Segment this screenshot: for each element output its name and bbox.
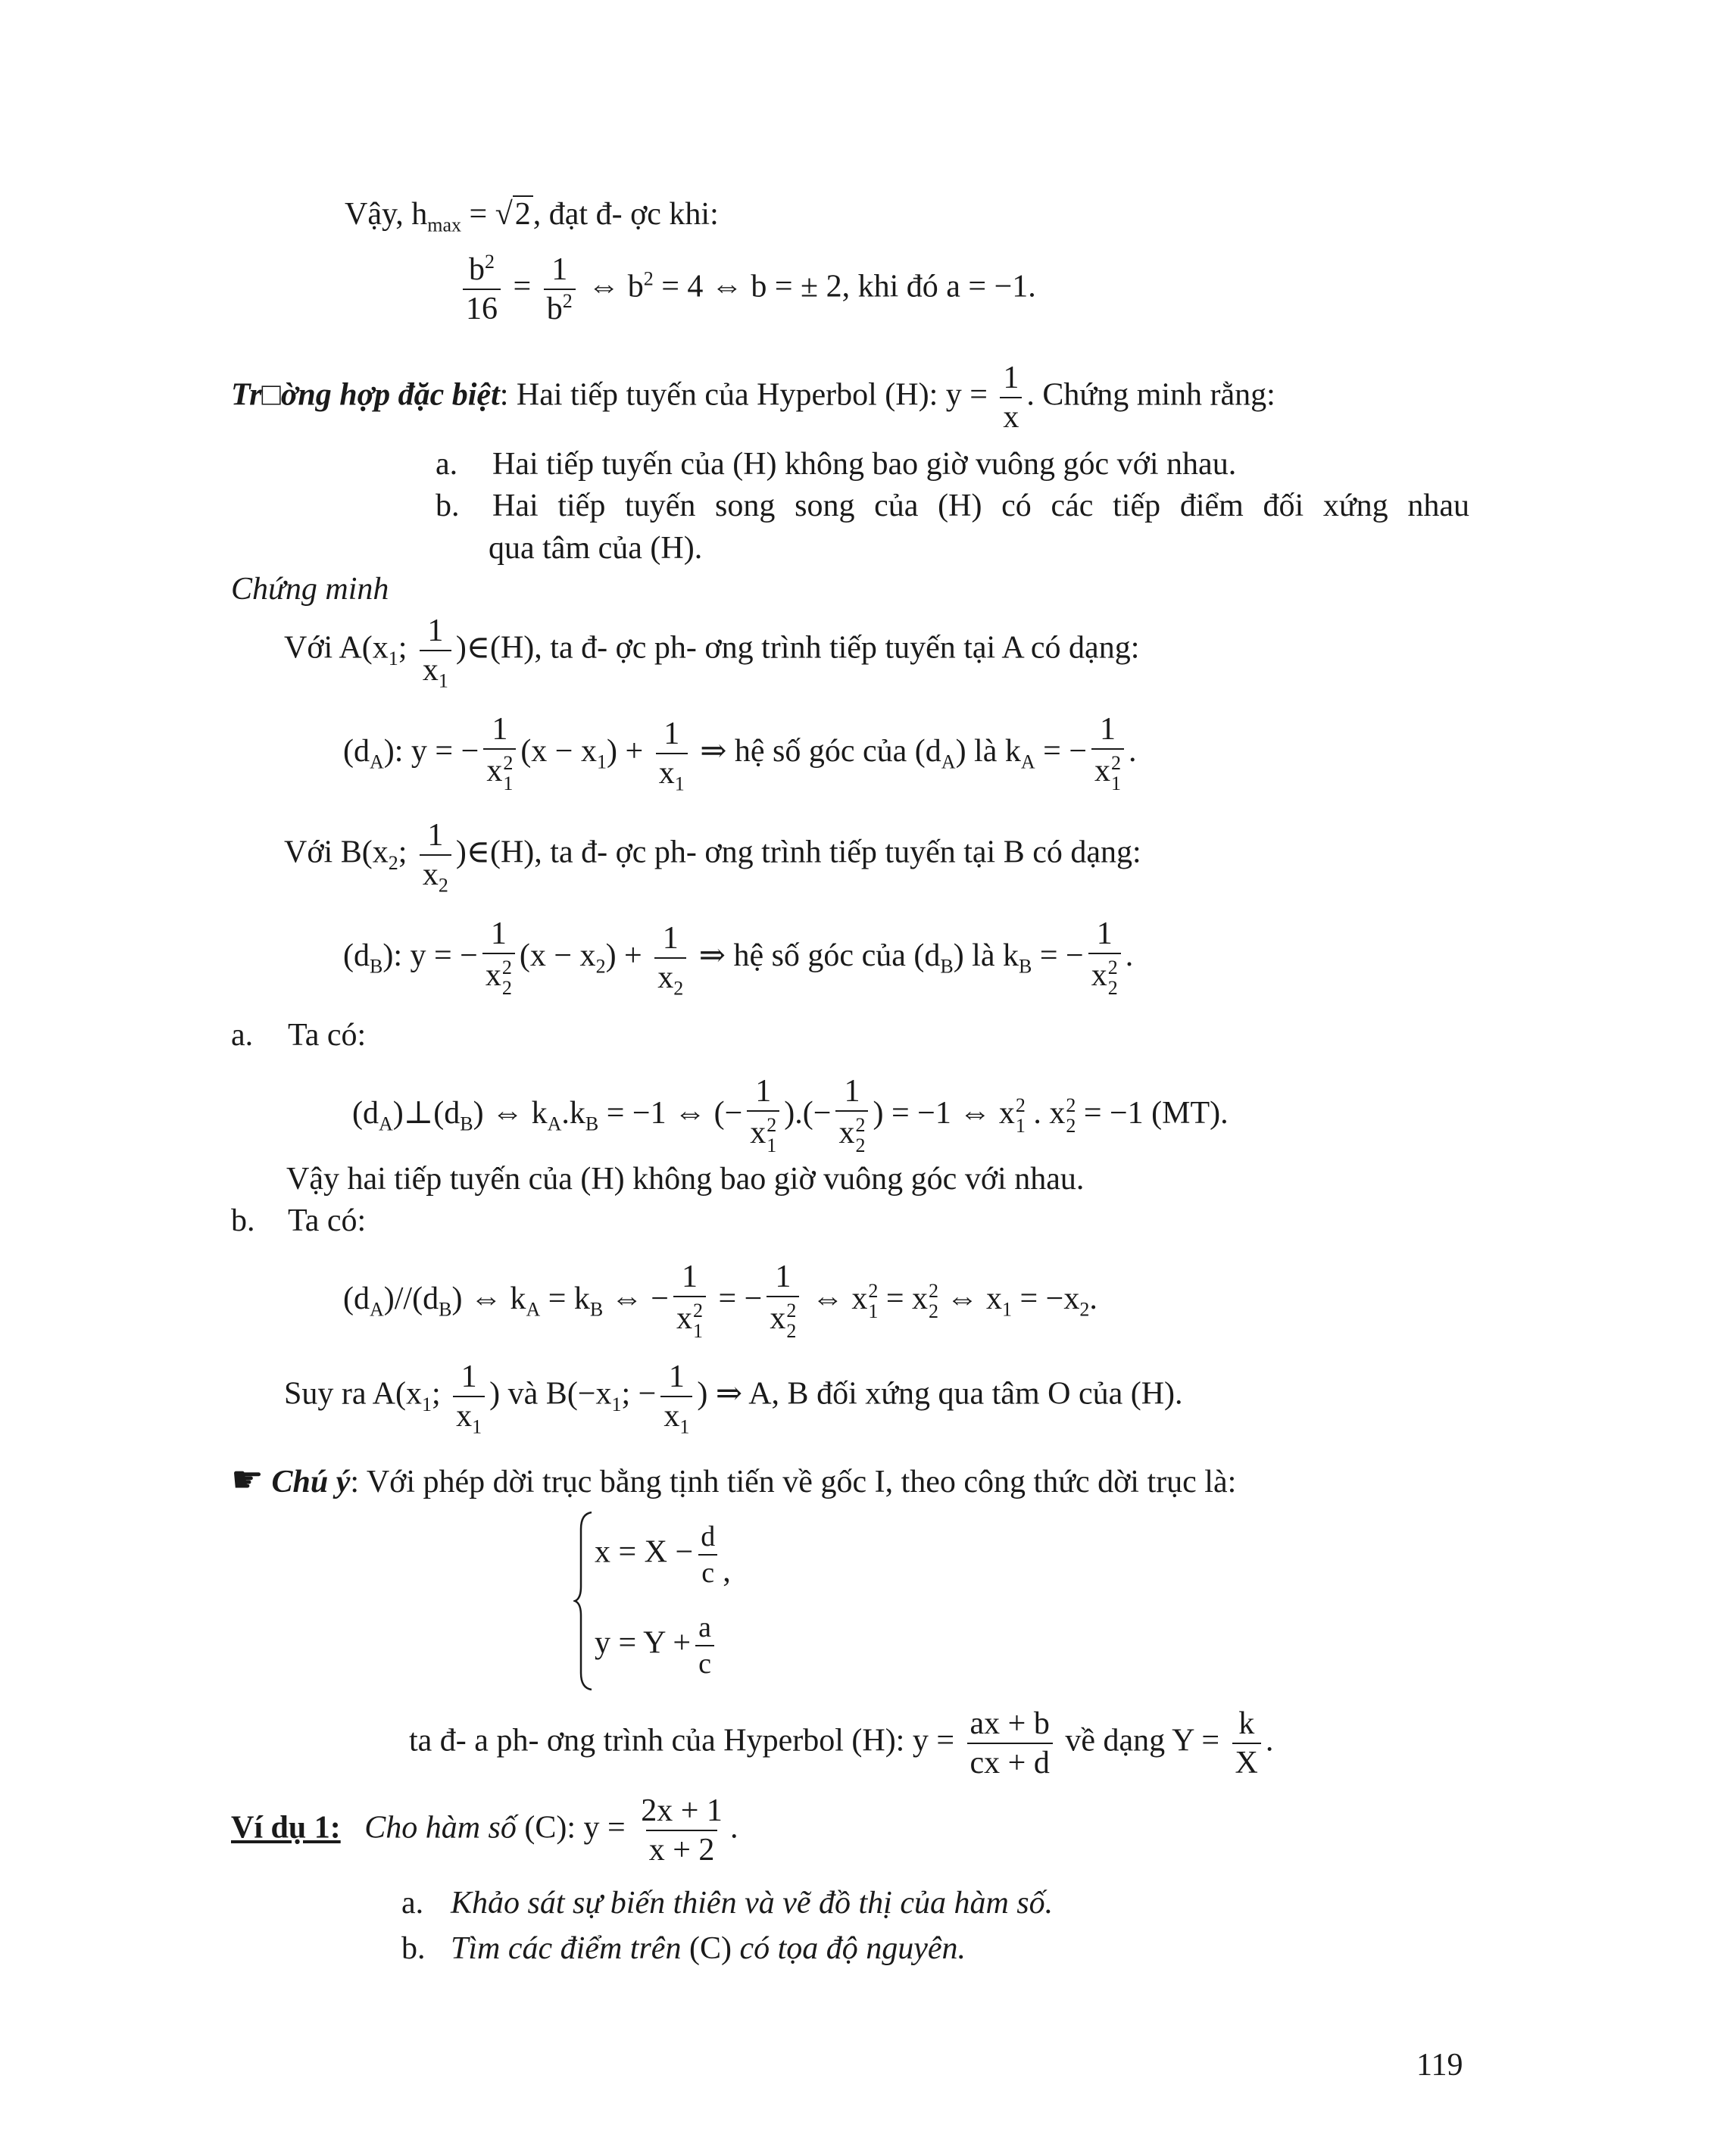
sub: 1 xyxy=(611,1393,622,1416)
text: ) = −1 ⇔ x xyxy=(873,1095,1015,1131)
case-text: : Hai tiếp tuyến của Hyperbol (H): y = xyxy=(499,377,996,413)
text: ) và B(−x xyxy=(489,1376,612,1412)
hmax-condition: , đạt đ- ợc khi: xyxy=(532,197,719,232)
den: X xyxy=(1232,1743,1261,1779)
supsub xyxy=(929,1281,938,1322)
den: cx + d xyxy=(967,1743,1053,1779)
note-text: : Với phép dời trục bằng tịnh tiến về gốc I, theo công thức dời trục là: xyxy=(350,1465,1237,1499)
sub: 1 xyxy=(868,1300,879,1323)
text: ) là k xyxy=(955,733,1021,769)
text: Với A(x xyxy=(284,630,389,666)
text: ) là k xyxy=(953,938,1019,973)
text: ⇔ x xyxy=(804,1281,868,1316)
num: 1 xyxy=(490,916,507,951)
den: x xyxy=(676,1300,692,1336)
supsub xyxy=(786,1300,796,1342)
text: (x − x xyxy=(519,938,596,973)
example-b-label: b. xyxy=(401,1931,426,1966)
perpendicular-line xyxy=(352,1075,1229,1156)
num: 2x + 1 xyxy=(641,1793,723,1828)
num: 1 xyxy=(663,716,680,752)
supsub xyxy=(502,957,512,999)
sub: B xyxy=(439,1298,452,1321)
example-line xyxy=(231,1795,738,1866)
item-a-text: Hai tiếp tuyến của (H) không bao giờ vuông góc với nhau. xyxy=(492,447,1237,482)
fraction-1-x xyxy=(1000,362,1022,433)
text: y = Y + xyxy=(595,1625,692,1661)
num: ax + b xyxy=(969,1706,1050,1741)
sub: 2 xyxy=(786,1320,797,1343)
text: (d xyxy=(343,938,370,973)
text: x = X − xyxy=(595,1534,694,1570)
hmax-text: Vậy, h xyxy=(345,197,428,232)
item-b-text1: Hai tiếp tuyến song song của (H) có các tiếp điểm đối xứng nhau xyxy=(492,488,1469,523)
den: x xyxy=(663,1399,680,1434)
sub: 2 xyxy=(438,874,448,897)
text: (C): y = xyxy=(524,1810,634,1846)
fraction-ax-b-cx-d xyxy=(967,1708,1053,1779)
fraction-1-x2 xyxy=(420,818,451,897)
sup: 2 xyxy=(503,752,514,774)
fraction xyxy=(654,921,686,1000)
fraction-d-c xyxy=(698,1522,718,1587)
text: = − xyxy=(710,1281,763,1316)
sub: 2 xyxy=(388,852,398,875)
text: ⇒ hệ số góc của (d xyxy=(692,733,941,769)
den: x xyxy=(456,1399,473,1434)
sqrt-two: √2 xyxy=(495,198,533,230)
den: b xyxy=(546,292,563,326)
num: 1 xyxy=(461,1359,477,1394)
num: 1 xyxy=(775,1259,792,1294)
den: x xyxy=(422,857,439,892)
text: = 4 ⇔ b = ± 2, khi đó a = −1. xyxy=(653,269,1036,304)
text: . x xyxy=(1025,1095,1066,1131)
system-row-y xyxy=(595,1613,719,1678)
num: 1 xyxy=(427,613,444,648)
sub: A xyxy=(370,751,384,773)
b-equation-line xyxy=(458,251,1036,326)
sup: 2 xyxy=(929,1280,938,1302)
text: )∈(H), ta đ- ợc ph- ơng trình tiếp tuyến tại B có dạng: xyxy=(455,835,1141,870)
tangent-da-line xyxy=(343,713,1137,794)
example-label: Ví dụ 1: xyxy=(231,1810,341,1846)
sqrt-radicand: 2 xyxy=(513,195,533,232)
num: 1 xyxy=(844,1074,860,1109)
text: ⇒ hệ số góc của (d xyxy=(691,938,941,973)
fraction xyxy=(660,1359,692,1438)
sub: 1 xyxy=(472,1415,482,1438)
text: . xyxy=(729,1810,738,1846)
fraction xyxy=(835,1075,868,1156)
left-brace xyxy=(573,1511,595,1691)
text: = −x xyxy=(1012,1281,1080,1316)
text: (x − x xyxy=(520,733,597,769)
text: )⊥(d xyxy=(392,1095,461,1131)
text: ) ⇔ k xyxy=(451,1281,526,1316)
text: ): y = − xyxy=(383,733,479,769)
text: ) + xyxy=(605,938,651,973)
sub: 2 xyxy=(595,955,606,978)
text: Tìm các điểm trên xyxy=(451,1931,689,1966)
text: .k xyxy=(561,1095,585,1131)
sub: B xyxy=(589,1298,604,1321)
sup: 2 xyxy=(855,1114,866,1136)
supsub xyxy=(855,1115,865,1156)
fraction xyxy=(747,1075,779,1156)
sub: 2 xyxy=(1079,1298,1090,1321)
text: ).(− xyxy=(784,1095,832,1131)
sub: 1 xyxy=(692,1320,703,1343)
sub: 1 xyxy=(438,669,448,692)
num: 1 xyxy=(681,1259,698,1294)
text: (d xyxy=(343,1281,370,1316)
num: a xyxy=(698,1612,711,1643)
item-b-label: b. xyxy=(436,488,460,523)
text: (C) xyxy=(688,1931,732,1966)
sup: 2 xyxy=(767,1114,777,1136)
parallel-line xyxy=(343,1261,1097,1342)
den: x xyxy=(422,653,439,688)
text: ⇔ x xyxy=(938,1281,1002,1316)
text: ; xyxy=(432,1376,449,1412)
example-a-label: a. xyxy=(401,1886,424,1921)
supsub xyxy=(1016,1095,1026,1137)
sub: B xyxy=(585,1113,599,1135)
equals: = xyxy=(461,197,495,232)
fraction xyxy=(1091,713,1124,794)
den: x xyxy=(657,960,674,996)
special-case-heading xyxy=(231,378,500,413)
text: )∈(H), ta đ- ợc ph- ơng trình tiếp tuyến tại A có dạng: xyxy=(455,630,1140,666)
num: 1 xyxy=(1003,360,1019,395)
fraction-a-c xyxy=(695,1613,714,1678)
sub: A xyxy=(941,751,956,773)
sup: 2 xyxy=(1111,752,1122,774)
text: có tọa độ nguyên. xyxy=(731,1931,966,1966)
fraction xyxy=(453,1359,485,1438)
sub: A xyxy=(1020,751,1035,773)
sup: 2 xyxy=(485,251,495,273)
den: x xyxy=(838,1115,855,1150)
sub: 1 xyxy=(503,772,514,795)
missing-glyph: □ xyxy=(261,377,281,413)
sup: 2 xyxy=(1107,956,1118,978)
text: )//(d xyxy=(383,1281,439,1316)
sub: 2 xyxy=(929,1300,938,1323)
den: x + 2 xyxy=(646,1830,718,1866)
text: ) ⇒ A, B đối xứng qua tâm O của (H). xyxy=(697,1376,1183,1412)
fraction xyxy=(482,918,515,999)
point-b-line xyxy=(284,818,1141,897)
den: x xyxy=(1094,753,1111,788)
text: Với B(x xyxy=(284,835,389,870)
item-b-text2: qua tâm của (H). xyxy=(489,531,703,566)
text: = k xyxy=(540,1281,590,1316)
text: . xyxy=(1265,1723,1274,1758)
den: x xyxy=(1091,957,1107,993)
sup: 2 xyxy=(868,1280,879,1302)
sup: 2 xyxy=(1066,1094,1076,1116)
fraction xyxy=(1088,918,1121,999)
sub: 2 xyxy=(501,977,512,1000)
heading-part: ờng hợp đặc biệt xyxy=(280,377,500,413)
comma: , xyxy=(723,1554,731,1589)
num: b xyxy=(469,252,485,287)
note-line xyxy=(231,1459,1237,1501)
transform-line xyxy=(409,1708,1273,1779)
sub: 1 xyxy=(767,1134,777,1157)
supsub xyxy=(868,1281,878,1322)
den: 16 xyxy=(463,289,501,325)
sub: 1 xyxy=(422,1393,432,1416)
hmax-line xyxy=(345,197,719,236)
num: 1 xyxy=(427,818,444,853)
den: c xyxy=(698,1554,717,1587)
fraction xyxy=(656,716,688,795)
text: về dạng Y = xyxy=(1057,1723,1228,1758)
sup: 2 xyxy=(501,956,512,978)
text: (d xyxy=(352,1095,379,1131)
text: (d xyxy=(343,733,370,769)
text: . xyxy=(1125,938,1134,973)
sub: 2 xyxy=(673,977,684,1000)
fraction xyxy=(767,1261,799,1342)
hmax-sub: max xyxy=(427,214,462,236)
supsub xyxy=(503,753,513,794)
text: ) ⇔ k xyxy=(473,1095,548,1131)
text: Suy ra A(x xyxy=(284,1376,422,1412)
sub: 2 xyxy=(1107,977,1118,1000)
num: 1 xyxy=(1100,712,1116,747)
text: ; − xyxy=(621,1376,657,1412)
den: x xyxy=(1000,397,1022,433)
num: 1 xyxy=(668,1359,685,1394)
example-a-text: Khảo sát sự biến thiên và vẽ đồ thị của hàm số. xyxy=(451,1886,1054,1921)
sub: A xyxy=(547,1113,562,1135)
fraction-1-b2 xyxy=(544,254,576,325)
den: x xyxy=(485,957,501,993)
sub: 2 xyxy=(1066,1115,1076,1137)
tangent-db-line xyxy=(343,918,1133,999)
sub: B xyxy=(1018,955,1032,978)
den: x xyxy=(658,756,675,791)
supsub xyxy=(767,1115,776,1156)
symmetry-line xyxy=(284,1359,1183,1438)
sub: 1 xyxy=(1002,1298,1012,1321)
section-b-label: b. xyxy=(231,1203,255,1238)
sub: 1 xyxy=(1111,772,1122,795)
num: d xyxy=(701,1521,716,1553)
text: . xyxy=(1129,733,1137,769)
den: c xyxy=(695,1645,714,1678)
sub: B xyxy=(460,1113,473,1135)
den: x xyxy=(750,1115,767,1150)
point-a-line xyxy=(284,613,1140,692)
num: 1 xyxy=(1096,916,1113,951)
text: = − xyxy=(1032,938,1084,973)
fraction xyxy=(673,1261,706,1342)
num: k xyxy=(1238,1706,1255,1741)
num: 1 xyxy=(755,1074,772,1109)
text: = x xyxy=(878,1281,928,1316)
sub: 1 xyxy=(674,772,685,795)
num: 1 xyxy=(492,712,508,747)
section-a-text: Ta có: xyxy=(288,1018,367,1053)
text: ; xyxy=(398,630,415,666)
pointing-hand-icon: ☛ xyxy=(231,1459,264,1501)
sup: 2 xyxy=(692,1300,703,1322)
fraction-1-x1 xyxy=(420,613,451,692)
sub: A xyxy=(379,1113,393,1135)
sub: 1 xyxy=(1015,1115,1026,1137)
text: ta đ- a ph- ơng trình của Hyperbol (H): y = xyxy=(409,1723,963,1758)
sub: B xyxy=(370,955,383,978)
text: ; xyxy=(398,835,415,870)
sub: A xyxy=(526,1298,541,1321)
text: ): y = − xyxy=(382,938,478,973)
text: . xyxy=(1089,1281,1097,1316)
sup: 2 xyxy=(1015,1094,1026,1116)
num: 1 xyxy=(662,921,679,956)
den: x xyxy=(770,1300,786,1336)
sup: 2 xyxy=(643,267,654,290)
sub: 1 xyxy=(388,648,398,670)
page-number: 119 xyxy=(1416,2048,1463,2083)
supsub xyxy=(1108,957,1118,999)
item-a-label: a. xyxy=(436,447,458,482)
proof-label: Chứng minh xyxy=(231,572,389,607)
text: = −1 (MT). xyxy=(1076,1095,1229,1131)
sub: A xyxy=(370,1298,384,1321)
conclusion-a: Vậy hai tiếp tuyến của (H) không bao giờ vuông góc với nhau. xyxy=(286,1162,1085,1197)
text: ⇔ b xyxy=(579,269,644,304)
text: ) + xyxy=(607,733,651,769)
num: 1 xyxy=(551,252,568,287)
supsub xyxy=(1111,753,1121,794)
sup: 2 xyxy=(786,1300,797,1322)
equals: = xyxy=(513,269,532,304)
supsub xyxy=(1066,1095,1076,1137)
sub: B xyxy=(940,955,954,978)
sup: 2 xyxy=(562,290,573,312)
section-b-text: Ta có: xyxy=(288,1203,367,1238)
heading-part: Tr xyxy=(231,377,262,413)
text: = − xyxy=(1035,733,1088,769)
special-case-line xyxy=(231,362,1275,433)
den: x xyxy=(486,753,503,788)
supsub xyxy=(693,1300,703,1342)
system-row-x xyxy=(595,1522,731,1587)
sub: 1 xyxy=(679,1415,690,1438)
fraction-b2-16 xyxy=(463,251,501,326)
text: Cho hàm số xyxy=(364,1810,525,1846)
sub: 2 xyxy=(855,1134,866,1157)
case-text: . Chứng minh rằng: xyxy=(1026,377,1275,413)
fraction-k-x xyxy=(1232,1708,1261,1779)
example-b-text xyxy=(451,1933,966,1964)
text: = −1 ⇔ (− xyxy=(598,1095,743,1131)
section-a-label: a. xyxy=(231,1018,254,1053)
note-label: Chú ý xyxy=(271,1465,351,1499)
fraction xyxy=(483,713,516,794)
text: ⇔ − xyxy=(603,1281,669,1316)
fraction-2x1-x2 xyxy=(638,1795,726,1866)
sub: 1 xyxy=(597,751,607,773)
